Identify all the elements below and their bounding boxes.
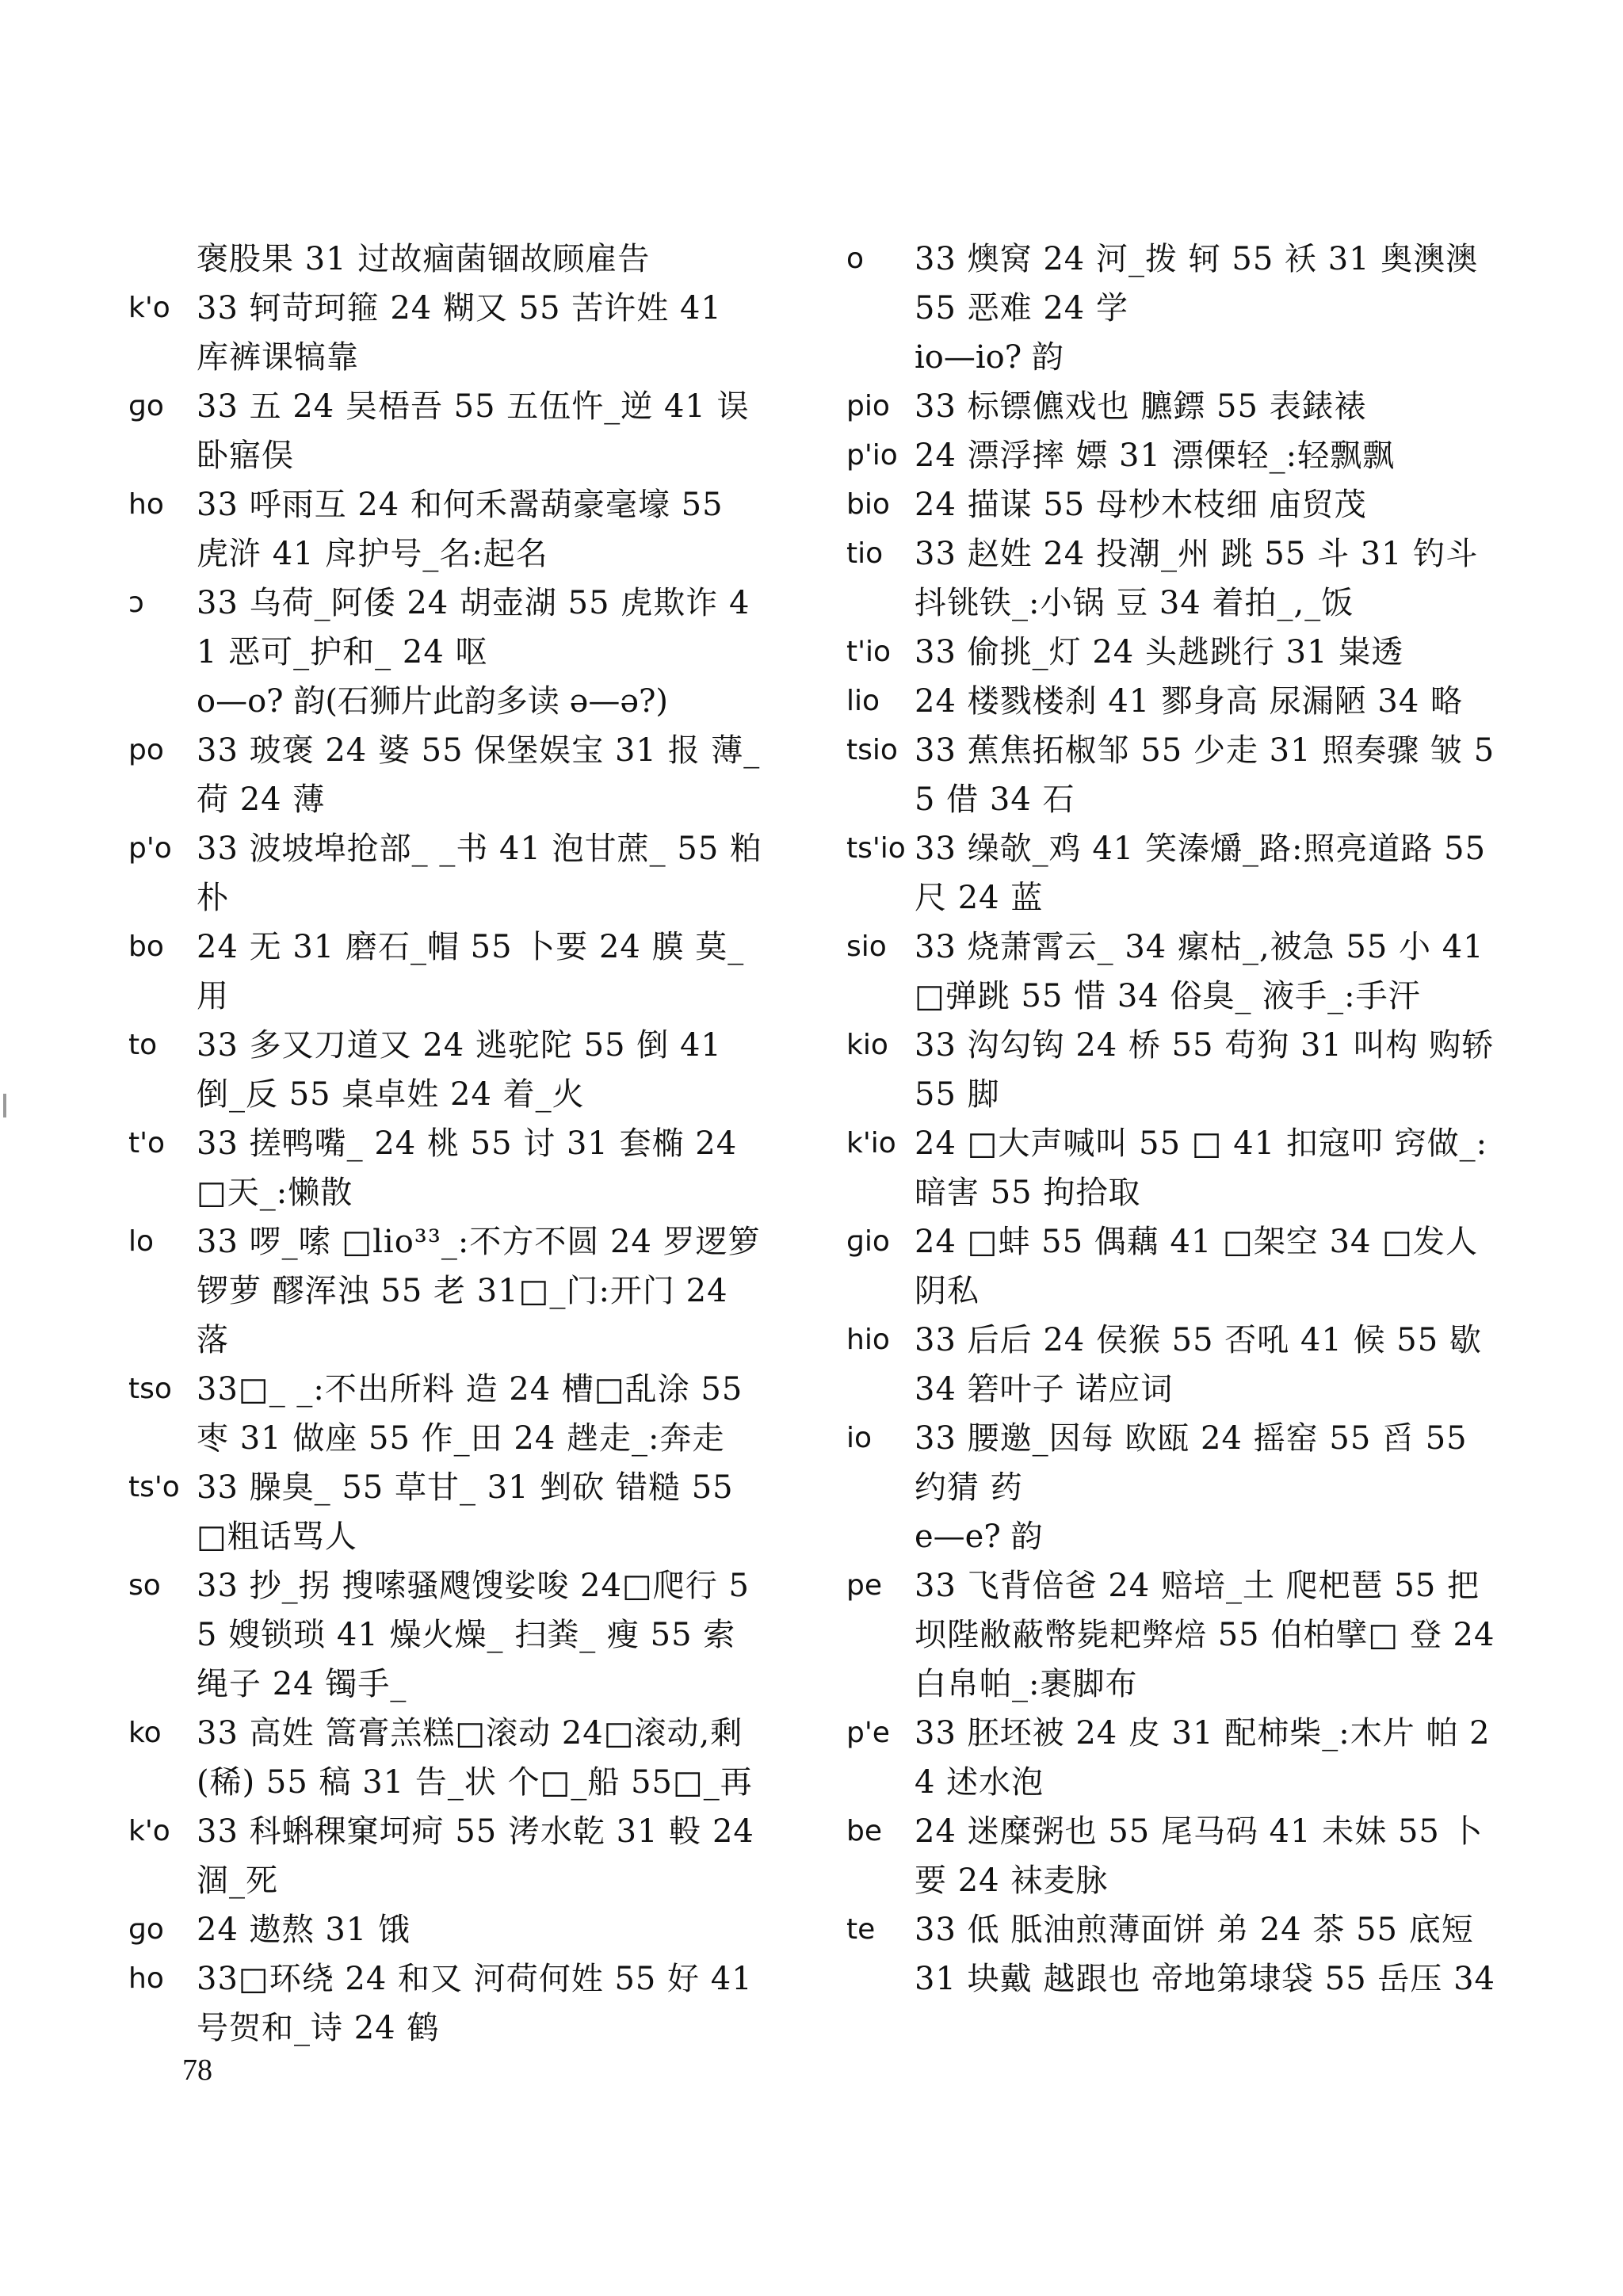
entry-initial: ɡo (128, 390, 164, 422)
entry-text: 33 臊臭_ 55 草甘_ 31 剉砍 错糙 55 □粗话骂人 (197, 1469, 734, 1555)
entry-line (846, 480, 1496, 529)
entry-initial: ho (128, 1962, 164, 1995)
entry-line (846, 529, 1496, 628)
entry-line (128, 923, 762, 1021)
entry-initial: pe (846, 1569, 882, 1602)
entry-text: 33□环绕 24 和又 河荷何姓 55 好 41 号贺和_诗 24 鹤 (197, 1961, 753, 2046)
entry-line (128, 1807, 762, 1905)
entry-line (846, 235, 1496, 333)
entry-initial: k'o (128, 1815, 170, 1847)
entry-line (128, 235, 762, 284)
entry-line (846, 628, 1496, 677)
entry-line (128, 1905, 762, 1954)
entry-initial: lio (846, 685, 880, 717)
entry-line (846, 1217, 1496, 1316)
entry-text: 24 描谋 55 母杪木枝细 庙贸茂 (915, 487, 1367, 523)
entry-line (128, 1954, 762, 2053)
entry-text: 33 抄_拐 搜嗦骚飕馊娑唆 24□爬行 55 嫂锁琐 41 燥火燥_ 扫粪_ 瘦 55 索绳子 24 镯手_ (197, 1568, 750, 1702)
entry-line (846, 1021, 1496, 1119)
entry-text: 33 多又刀道又 24 逃驼陀 55 倒 41 倒_反 55 桌卓姓 24 着_火 (197, 1027, 722, 1113)
entry-initial: te (846, 1913, 876, 1946)
entry-text: 33 搓鸭嘴_ 24 桃 55 讨 31 套椭 24 □天_:懒散 (197, 1125, 738, 1211)
entry-line (846, 1414, 1496, 1512)
entry-line (846, 726, 1496, 824)
entry-line (846, 923, 1496, 1021)
entry-text: 33 波坡埠抢部_ _书 41 泡甘蔗_ 55 粕 朴 (197, 831, 762, 916)
entry-initial: so (128, 1569, 161, 1602)
entry-text: 33 胚坯被 24 皮 31 配柿柴_:木片 帕 24 述水泡 (915, 1715, 1491, 1801)
entry-line (846, 431, 1496, 480)
entry-line (128, 579, 762, 677)
entry-initial: ho (128, 488, 164, 521)
entry-line (846, 1316, 1496, 1414)
entry-text: 褒股果 31 过故痼菌锢故顾雇告 (197, 241, 651, 277)
entry-line (846, 1709, 1496, 1807)
entry-text: 33 呼雨互 24 和何禾翯葫豪毫壕 55 虎浒 41 戽护号_名:起名 (197, 487, 724, 572)
entry-text: 33 赵姓 24 投潮_州 跳 55 斗 31 钓斗 抖铫铁_:小锅 豆 34 着拍_,_饭 (915, 536, 1479, 621)
entry-initial: pio (846, 390, 890, 422)
entry-text: 33 腰邀_因每 欧瓯 24 摇窑 55 舀 55 约猜 药 (915, 1420, 1468, 1506)
entry-initial: o (846, 243, 865, 275)
entry-initial: k'io (846, 1127, 896, 1159)
scan-edge-mark (3, 1094, 6, 1117)
entry-line (128, 1217, 762, 1365)
entry-line (128, 726, 762, 824)
entry-text: 33 五 24 吴梧吾 55 五伍忤_逆 41 误卧寤俣 (197, 388, 750, 474)
entry-text: 33 缲欹_鸡 41 笑溱爝_路:照亮道路 55 尺 24 蓝 (915, 831, 1487, 916)
entry-text: 33 乌荷_阿倭 24 胡壶湖 55 虎欺诈 41 恶可_护和_ 24 呕 (197, 585, 750, 670)
entry-line (846, 677, 1496, 726)
entry-line (128, 824, 762, 923)
entry-line (128, 1021, 762, 1119)
left-column (128, 235, 762, 2053)
entry-initial: ts'o (128, 1471, 180, 1503)
entry-initial: t'o (128, 1127, 166, 1159)
entry-text: 24 漂浮摔 嫖 31 漂傈轻_:轻飘飘 (915, 437, 1396, 474)
entry-initial: po (128, 734, 164, 766)
entry-initial: tsio (846, 734, 898, 766)
entry-text: 33 后后 24 侯猴 55 否吼 41 候 55 歇 34 箬叶子 诺应词 (915, 1322, 1482, 1408)
entry-text: 33 标镖儦戏也 臕鏢 55 表錶裱 (915, 388, 1367, 425)
entry-text: 33 轲苛珂箍 24 糊又 55 苦许姓 41 库裤课犒靠 (197, 290, 722, 376)
entry-text: 33 燠窝 24 河_拨 轲 55 袄 31 奥澳澳 55 恶难 24 学 (915, 241, 1479, 327)
entry-initial: hio (846, 1324, 890, 1356)
entry-initial: p'o (128, 832, 172, 865)
entry-text: 33 玻褒 24 婆 55 保堡娱宝 31 报 薄_荷 24 薄 (197, 732, 761, 818)
entry-line (846, 1561, 1496, 1709)
entry-line (128, 480, 762, 579)
entry-initial: p'io (846, 439, 898, 472)
entry-line (128, 1365, 762, 1463)
entry-line (846, 382, 1496, 431)
entry-initial: io (846, 1422, 873, 1454)
entry-initial: ɔ (128, 586, 144, 619)
entry-text: 33 烧萧霄云_ 34 瘰枯_,被急 55 小 41□弹跳 55 惜 34 俗臭_ 液手_:手汗 (915, 929, 1484, 1014)
entry-initial: be (846, 1815, 882, 1847)
entry-text: 24 迷糜粥也 55 尾马码 41 未妹 55 卜要 24 袜麦脉 (915, 1813, 1484, 1899)
rhyme-heading: o—o? 韵(石狮片此韵多读 ə—ə?) (197, 683, 669, 720)
entry-text: 33 偷挑_灯 24 头趒跳行 31 粜透 (915, 634, 1404, 670)
entry-initial: k'o (128, 292, 170, 324)
entry-initial: lo (128, 1225, 155, 1258)
entry-text: 24 遨熬 31 饿 (197, 1912, 411, 1948)
entry-initial: ɡio (846, 1225, 890, 1258)
entry-text: 24 无 31 磨石_帽 55 卜要 24 膜 莫_用 (197, 929, 745, 1014)
entry-initial: ko (128, 1717, 162, 1749)
entry-initial: t'io (846, 636, 892, 668)
entry-text: 24 □大声喊叫 55 □ 41 扣寇叩 窍做_:暗害 55 拘拾取 (915, 1125, 1488, 1211)
entry-line (128, 284, 762, 382)
entry-initial: to (128, 1029, 158, 1061)
entry-line (846, 824, 1496, 923)
entry-text: 33 高姓 篙膏羔糕□滚动 24□滚动,剩(稀) 55 稿 31 告_状 个□_船 55□_再 (197, 1715, 753, 1801)
entry-initial: ɡo (128, 1913, 164, 1946)
entry-initial: bo (128, 930, 164, 963)
entry-line (128, 1463, 762, 1561)
entry-text: 33 科蝌稞窠坷疴 55 洘水乾 31 軗 24 涸_死 (197, 1813, 754, 1899)
entry-initial: p'e (846, 1717, 890, 1749)
rhyme-heading: io—io? 韵 (915, 339, 1064, 376)
entry-text: 33 啰_嗦 □lio³³_:不方不圆 24 罗逻箩锣萝 醪浑浊 55 老 31□_门:开门 24 落 (197, 1224, 761, 1358)
entry-text: 24 楼戮楼刹 41 鄝身高 尿漏陋 34 略 (915, 683, 1463, 720)
page-number: 78 (182, 2053, 212, 2087)
entry-initial: ts'io (846, 832, 906, 865)
entry-line (846, 1905, 1496, 2004)
entry-text: 33 沟勾钩 24 桥 55 苟狗 31 叫构 购轿 55 脚 (915, 1027, 1495, 1113)
entry-text: 33 低 胝油煎薄面饼 弟 24 茶 55 底短 31 块戴 越跟也 帝地第埭袋 55 岳压 34 (915, 1912, 1495, 1997)
entry-initial: sio (846, 930, 887, 963)
rhyme-heading: e—e? 韵 (915, 1519, 1043, 1555)
entry-line (846, 1119, 1496, 1217)
entry-line (128, 1561, 762, 1709)
entry-initial: kio (846, 1029, 888, 1061)
entry-text: 33□_ _:不出所料 造 24 槽□乱涂 55 枣 31 做座 55 作_田 24 趖走_:奔走 (197, 1371, 743, 1457)
entry-text: 33 蕉焦拓椒邹 55 少走 31 照奏骤 皱 55 借 34 石 (915, 732, 1495, 818)
entry-line (128, 382, 762, 480)
entry-initial: bio (846, 488, 890, 521)
entry-line (128, 1119, 762, 1217)
entry-line (128, 1709, 762, 1807)
entry-initial: tio (846, 537, 884, 570)
right-column (846, 235, 1496, 2004)
entry-line (846, 1807, 1496, 1905)
entry-text: 33 飞背倍爸 24 赔培_土 爬杷琶 55 把坝陛敝蔽幣毙耙弊焙 55 伯柏擘□ 登 24 白帛帕_:裹脚布 (915, 1568, 1495, 1702)
entry-text: 24 □蚌 55 偶藕 41 □架空 34 □发人阴私 (915, 1224, 1478, 1309)
entry-initial: tso (128, 1373, 172, 1405)
